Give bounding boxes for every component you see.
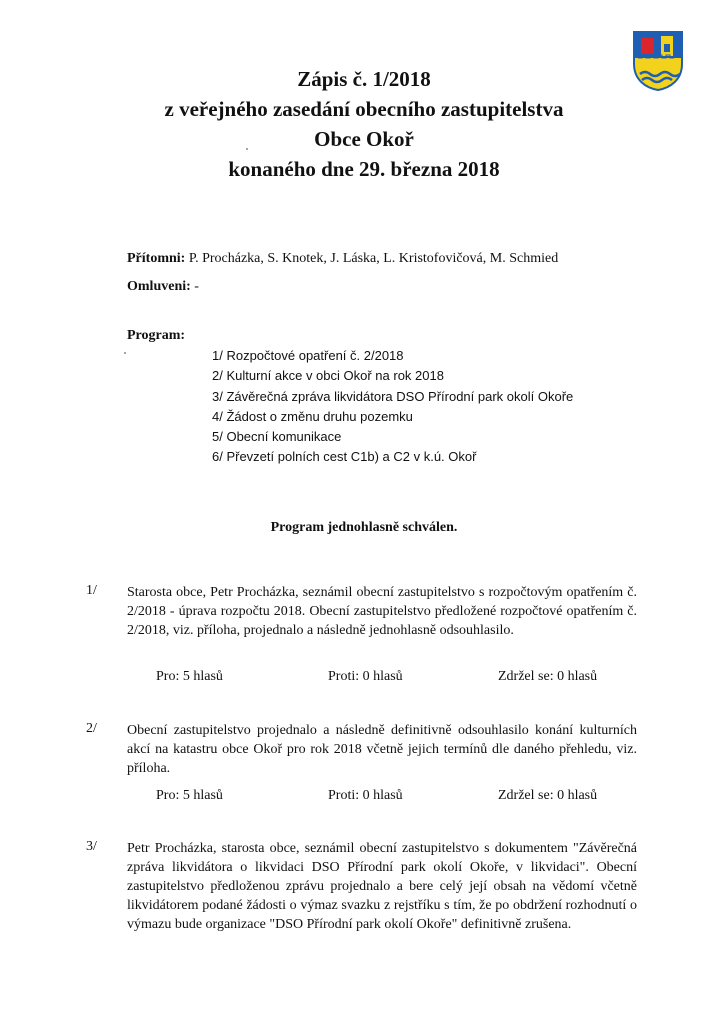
present-row <box>127 249 558 277</box>
item-number: 3/ <box>86 839 97 854</box>
title-line-4: konaného dne 29. března 2018 <box>228 157 500 181</box>
title-line-3: Obce Okoř <box>314 127 414 151</box>
program-approved: Program jednohlasně schválen. <box>270 520 458 535</box>
excused-names: - <box>194 279 199 294</box>
title-line-2: z veřejného zasedání obecního zastupitelstva <box>164 97 564 121</box>
votes-row-2 <box>0 788 728 808</box>
votes-row-1 <box>0 669 728 689</box>
item-text: Obecní zastupitelstvo projednalo a následně definitivně odsouhlasilo konání kulturních akcí na katastru obce Okoř pro rok 2018 včetně jejich termínů dle daného přehledu, viz. příloha. <box>127 723 637 776</box>
program-item: 2/ Kulturní akce v obci Okoř na rok 2018 <box>212 368 444 384</box>
item-number: 1/ <box>86 583 97 598</box>
present-names: P. Procházka, S. Knotek, J. Láska, L. Kristofovičová, M. Schmied <box>188 251 559 266</box>
votes-abstain: Zdržel se: 0 hlasů <box>498 788 598 803</box>
votes-pro: Pro: 5 hlasů <box>156 788 223 803</box>
attendance-section <box>127 249 558 305</box>
program-item: 5/ Obecní komunikace <box>212 429 342 445</box>
program-item: 1/ Rozpočtové opatření č. 2/2018 <box>212 348 404 363</box>
item-text: Starosta obce, Petr Procházka, seznámil obecní zastupitelstvo s rozpočtovým opatřením č. 2/2018 - úprava rozpočtu 2018. Obecní zastupitelstvo předložené rozpočtové opatřením č. 2/2018, viz. příloha, projednalo a následně jednohlasně odsouhlasilo. <box>127 585 637 638</box>
excused-label: Omluveni: <box>127 279 191 294</box>
votes-proti: Proti: 0 hlasů <box>328 669 403 684</box>
program-item: 3/ Závěrečná zpráva likvidátora DSO Přírodní park okolí Okoře <box>212 388 574 404</box>
program-item: 6/ Převzetí polních cest C1b) a C2 v k.ú. Okoř <box>212 449 477 465</box>
title-line-1: Zápis č. 1/2018 <box>297 67 431 91</box>
votes-pro: Pro: 5 hlasů <box>156 669 223 684</box>
votes-abstain: Zdržel se: 0 hlasů <box>498 669 598 684</box>
program-list <box>212 346 573 468</box>
excused-row <box>127 277 558 305</box>
votes-proti: Proti: 0 hlasů <box>328 788 403 803</box>
program-item: 4/ Žádost o změnu druhu pozemku <box>212 408 413 424</box>
scan-speck <box>124 352 126 354</box>
item-text: Petr Procházka, starosta obce, seznámil obecní zastupitelstvo s dokumentem "Závěrečná zpráva likvidátora o likvidaci DSO Přírodní park okolí Okoře, v likvidaci". Obecní zastupitelstvo předloženou zprávu projednalo a bere celý její obsah na vědomí včetně likvidátorem podané žádosti o výmaz svazku z rejstříku s tím, že po obdržení rozhodnutí o výmazu bude organizace "DSO Přírodní park okolí Okoře" definitivně zrušena. <box>127 841 637 932</box>
present-label: Přítomni: <box>127 251 186 266</box>
item-number: 2/ <box>86 721 97 736</box>
document-title <box>0 64 728 184</box>
scan-speck <box>246 148 248 150</box>
program-label: Program: <box>127 328 186 343</box>
